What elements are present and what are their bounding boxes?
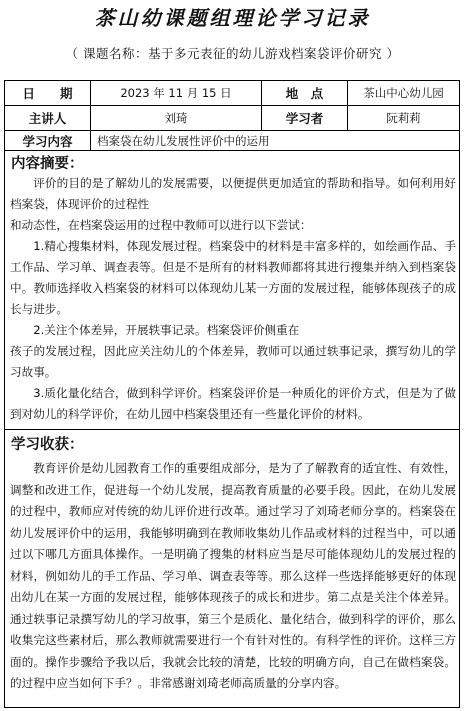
speaker-label: 主讲人: [5, 106, 91, 130]
date-label: 日 期: [5, 81, 91, 105]
row-date-place: [5, 81, 459, 106]
content-label: 学习内容: [5, 131, 91, 150]
speaker-value: 刘琦: [91, 106, 262, 130]
document-title: 茶山幼课题组理论学习记录: [94, 6, 371, 30]
content-value: 档案袋在幼儿发展性评价中的运用: [97, 133, 270, 148]
record-sheet: [4, 80, 460, 708]
summary-paragraph: 评价的目的是了解幼儿的发展需要，以便提供更加适宜的帮助和指导。如何利用好档案袋，体现评价的过程性: [10, 176, 456, 211]
gains-section: [5, 430, 459, 707]
summary-section: [5, 151, 459, 430]
summary-paragraph: 2.关注个体差异，开展轶事记录。档案袋评价侧重在: [33, 323, 300, 337]
summary-paragraph: 3.质化量化结合，做到科学评价。档案袋评价是一种质化的评价方式，但是为了做到对幼儿的科学评价，在幼儿园中档案袋里还有一些量化评价的材料。: [10, 386, 456, 421]
row-speaker-learner: [5, 106, 459, 131]
gains-heading: 学习收获：: [11, 437, 84, 453]
learner-value: 阮莉莉: [386, 111, 421, 125]
place-label: 地 点: [262, 81, 348, 105]
summary-paragraph: 和动态性，在档案袋运用的过程中教师可以进行以下尝试：: [10, 218, 312, 232]
summary-paragraph: 孩子的发展过程，因此应关注幼儿的个体差异，教师可以通过轶事记录，撰写幼儿的学习故事。: [10, 344, 456, 379]
summary-body: [10, 173, 456, 425]
gains-paragraph: 教育评价是幼儿园教育工作的重要组成部分，是为了了解教育的适宜性、有效性，调整和改进工作，促进每一个幼儿发展，提高教育质量的必要手段。因此，在幼儿发展的过程中，教师应对传统的幼儿评价进行改革。通过学习了刘琦老师分享的。档案袋在幼儿发展评价中的运用，我能够明确到在教师收集幼儿作品或材料的过程当中，可以通过以下哪几方面具体操作。一是明确了搜集的材料应当是尽可能体现幼儿的发展过程的材料，例如幼儿的手工作品、学习单、调查表等等。那么这样一些选择能够更好的体现出幼儿在某一方面的发展过程，能够体现孩子的成长和进步。第二点是关注个体差异。通过轶事记录撰写幼儿的学习故事，第三个是质化、量化结合，做到科学的评价，那么收集完这些素材后，那么教师就需要进行一个有针对性的。有科学性的评价。这样三方面的。操作步骤给予我以后，我就会比较的清楚，比较的明确方向，自己在做档案袋。的过程中应当如何下手？。非常感谢刘琦老师高质量的分享内容。: [10, 461, 456, 690]
document-subtitle: （ 课题名称：基于多元表征的幼儿游戏档案袋评价研究 ）: [65, 46, 400, 61]
summary-paragraph: 1.精心搜集材料，体现发展过程。档案袋中的材料是丰富多样的，如绘画作品、手工作品、学习单、调查表等。但是不是所有的材料教师都将其进行搜集并纳入到档案袋中。教师选择收入档案袋的材料可以体现幼儿某一方面的发展过程，能够体现孩子的成长与进步。: [10, 239, 456, 316]
date-value: 2023 年 11 月 15 日: [91, 81, 262, 105]
row-content: [5, 131, 459, 151]
summary-heading: 内容摘要：: [11, 156, 84, 172]
place-value: 茶山中心幼儿园: [363, 86, 444, 100]
gains-body: [10, 458, 456, 695]
learner-label: 学习者: [262, 106, 348, 130]
